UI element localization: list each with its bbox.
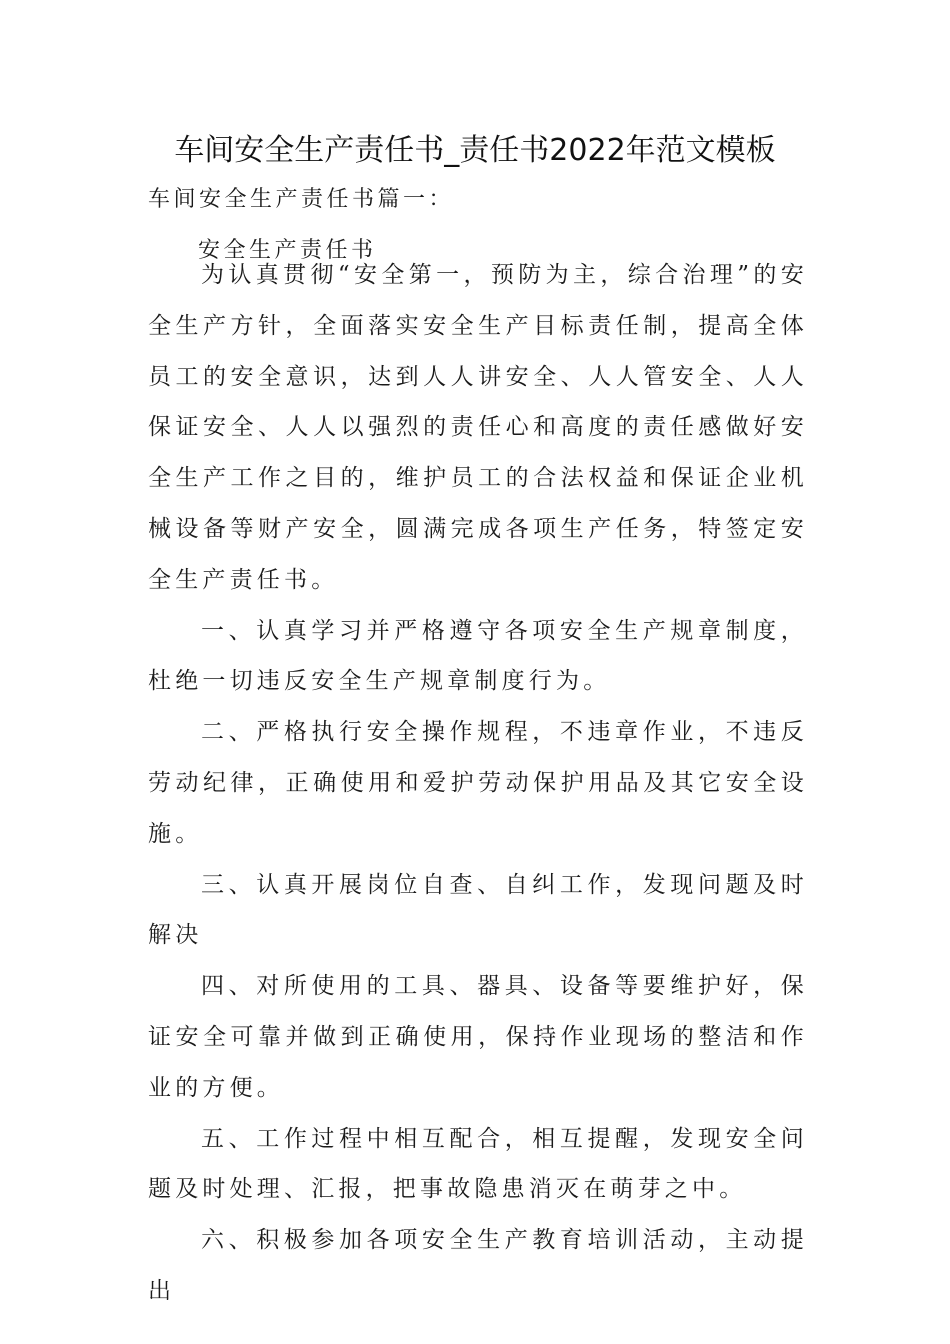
paragraph-item-5: 五、工作过程中相互配合，相互提醒，发现安全问题及时处理、汇报，把事故隐患消灭在萌芽之中。	[148, 1125, 808, 1203]
paragraph-item-2: 二、严格执行安全操作规程，不违章作业，不违反劳动纪律，正确使用和爱护劳动保护用品及其它安全设施。	[148, 719, 808, 847]
document-body	[148, 250, 808, 1317]
paragraph-intro: 为认真贯彻“安全第一，预防为主，综合治理”的安全生产方针，全面落实安全生产目标责任制，提高全体员工的安全意识，达到人人讲安全、人人管安全、人人保证安全、人人以强烈的责任心和高度的责任感做好安全生产工作之目的，维护员工的合法权益和保证企业机械设备等财产安全，圆满完成各项生产任务，特签定安全生产责任书。	[148, 262, 808, 593]
paragraph-item-3: 三、认真开展岗位自查、自纠工作，发现问题及时解决	[148, 871, 808, 949]
document-title: 车间安全生产责任书_责任书2022年范文模板	[174, 133, 776, 168]
paragraph-item-4: 四、对所使用的工具、器具、设备等要维护好，保证安全可靠并做到正确使用，保持作业现场的整洁和作业的方便。	[148, 973, 808, 1101]
paragraph-item-6: 六、积极参加各项安全生产教育培训活动，主动提出	[148, 1227, 808, 1304]
paragraph-item-1: 一、认真学习并严格遵守各项安全生产规章制度，杜绝一切违反安全生产规章制度行为。	[148, 617, 808, 695]
section-heading: 车间安全生产责任书篇一：	[148, 187, 455, 212]
document-subtitle: 安全生产责任书	[198, 238, 377, 263]
